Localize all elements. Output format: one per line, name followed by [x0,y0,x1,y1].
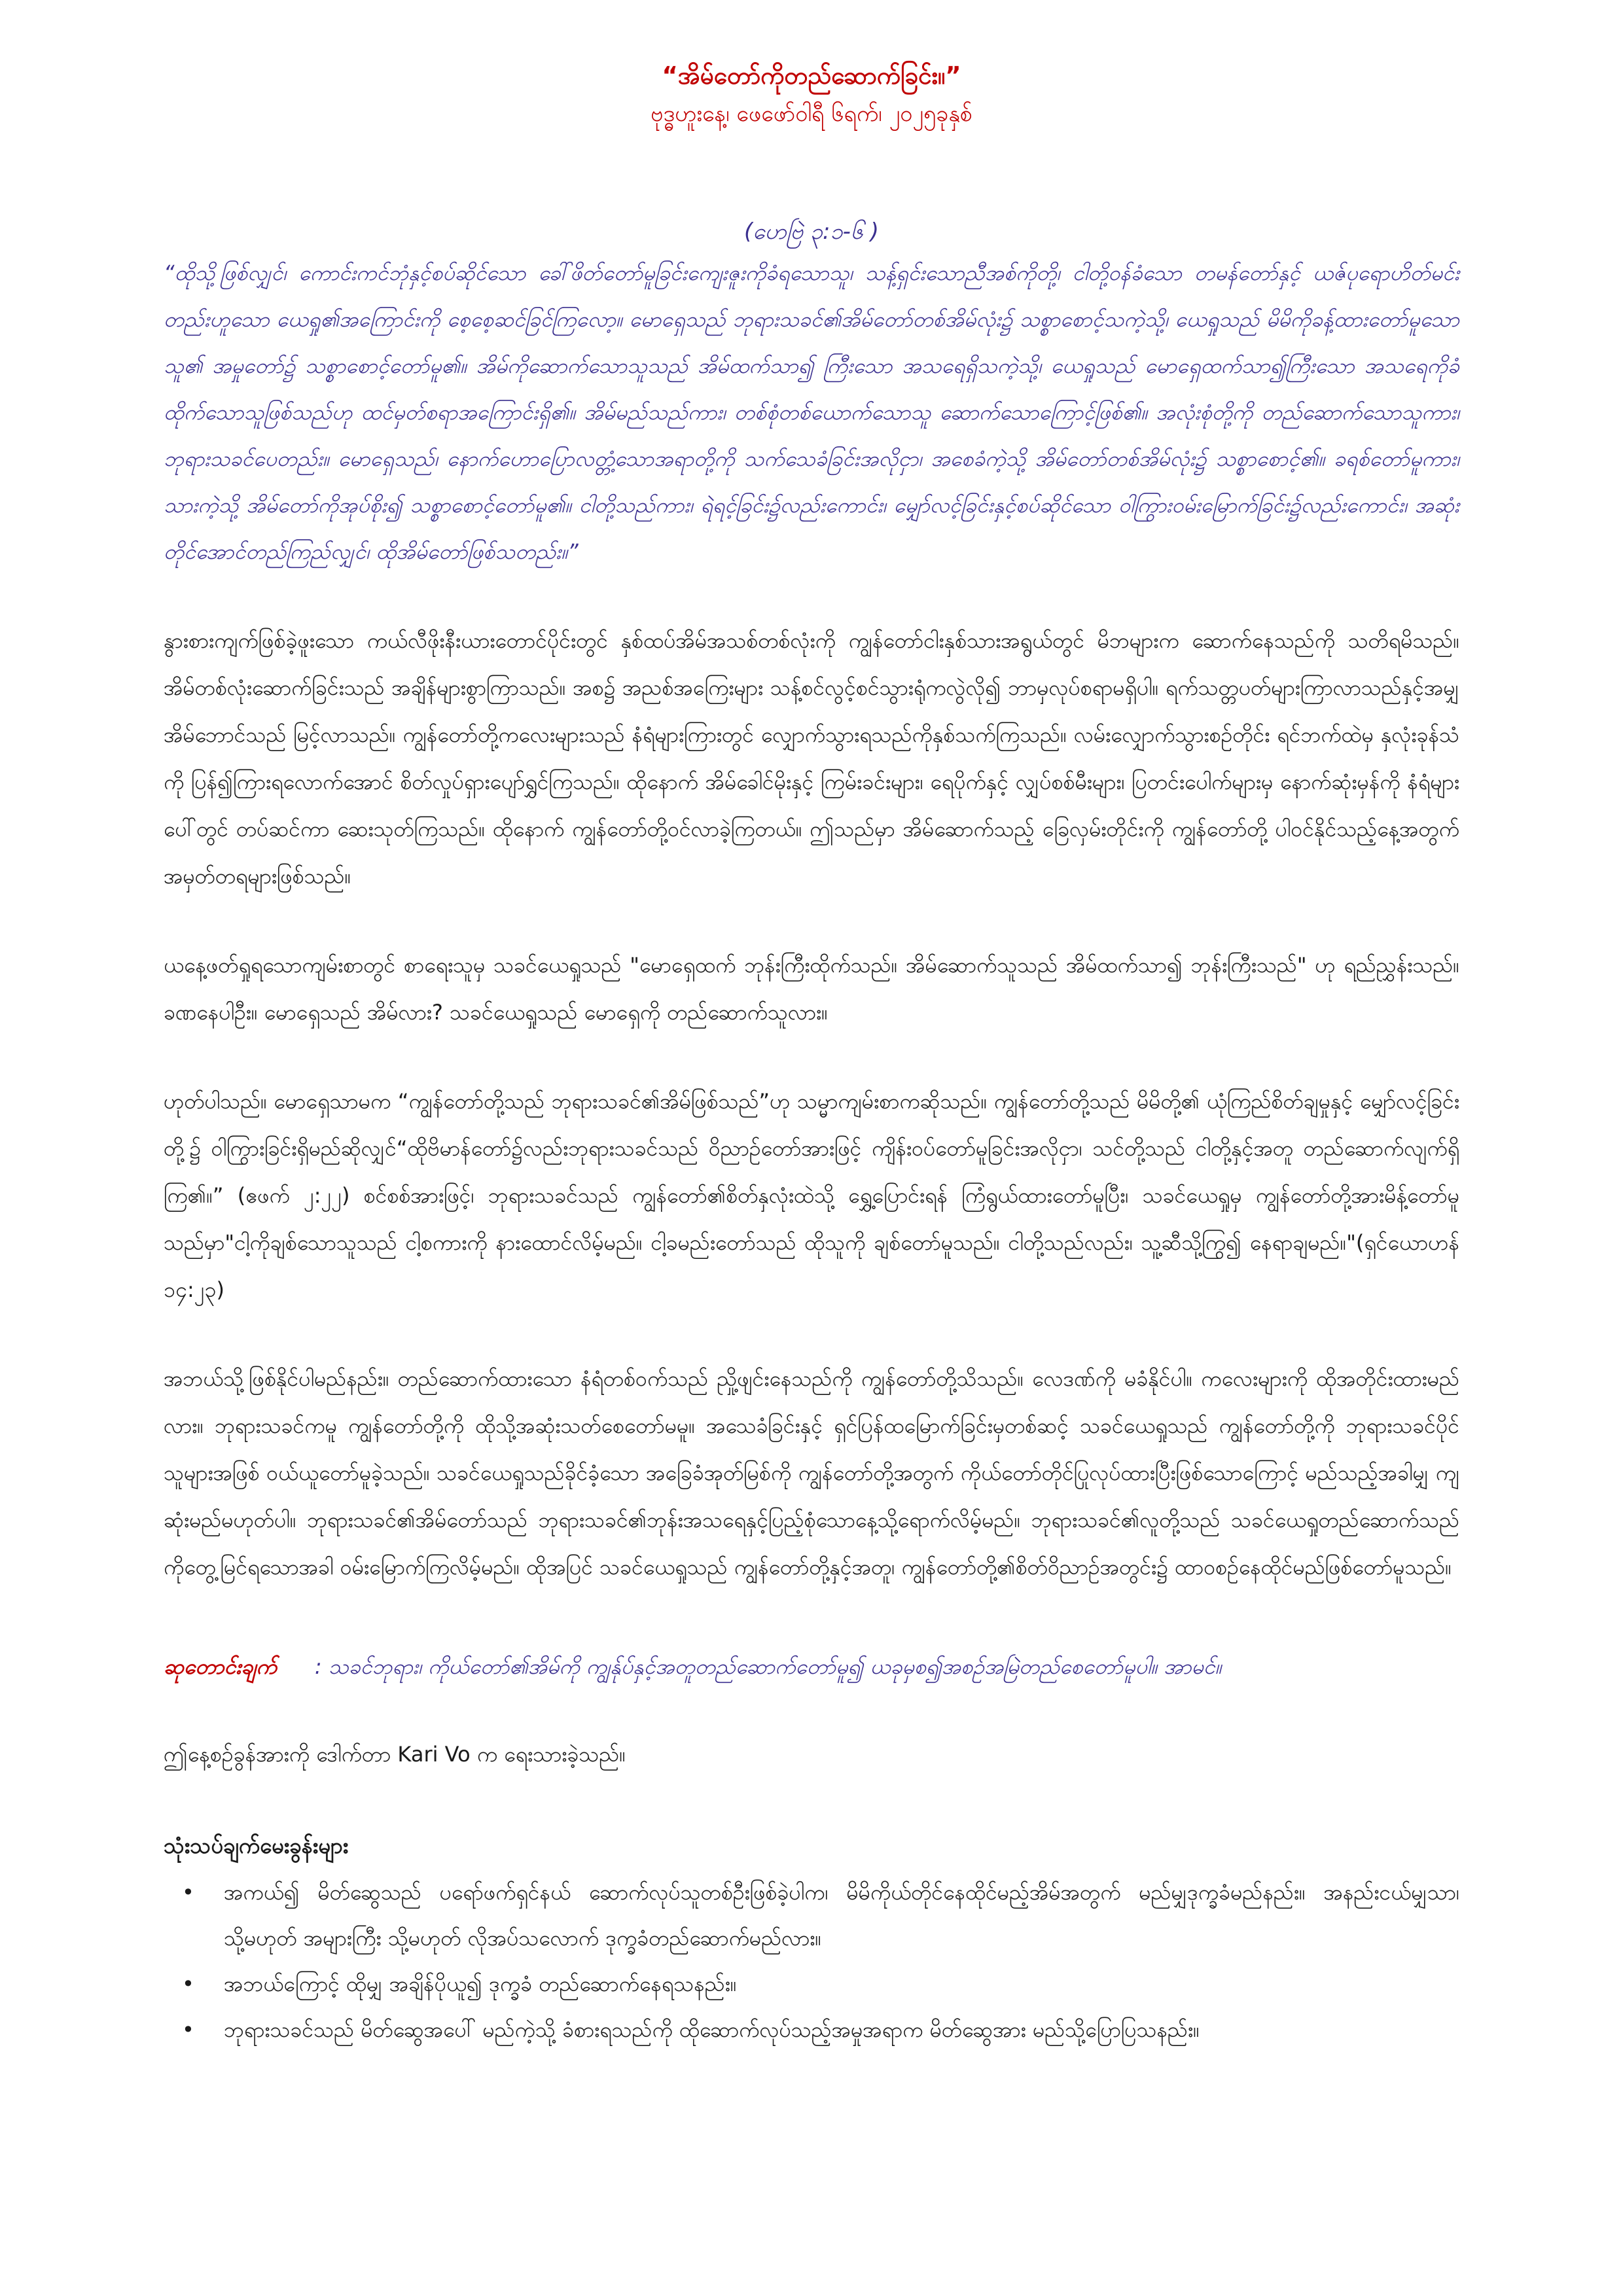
prayer-text: : သခင်ဘုရား၊ ကိုယ်တော်၏အိမ်ကို ကျွန်ုပ်နှင့်အတူတည်ဆောက်တော်မူ၍ ယခုမှစ၍အစဉ်အမြဲတည်စေတော်မူပါ။ အာမင်။ [314,1654,1222,1679]
body-paragraph-4: အဘယ်သို့ဖြစ်နိုင်ပါမည်နည်း။ တည်ဆောက်ထားသော နံရံတစ်ဝက်သည် ညှို့ဖျင်းနေသည်ကို ကျွန်တော်တို့သိသည်။ လေဒဏ်ကို မခံနိုင်ပါ။ ကလေးများကို ထိုအတိုင်းထားမည်လား။ ဘုရားသခင်ကမူ ကျွန်တော်တို့ကို ထိုသို့အဆုံးသတ်စေတော်မမူ။ အသေခံခြင်းနှင့် ရှင်ပြန်ထမြောက်ခြင်းမှတစ်ဆင့် သခင်ယေရှုသည် ကျွန်တော်တို့ကို ဘုရားသခင်ပိုင်သူများအဖြစ် ဝယ်ယူတော်မူခဲ့သည်။ သခင်ယေရှုသည်ခိုင်ခံ့သော အခြေခံအုတ်မြစ်ကို ကျွန်တော်တို့အတွက် ကိုယ်တော်တိုင်ပြုလုပ်ထားပြီးဖြစ်သောကြောင့် မည်သည့်အခါမျှ ကျဆုံးမည်မဟုတ်ပါ။ ဘုရားသခင်၏အိမ်တော်သည် ဘုရားသခင်၏ဘုန်းအသရေနှင့်ပြည့်စုံသောနေ့သို့ရောက်လိမ့်မည်။ ဘုရားသခင်၏လူတို့သည် သခင်ယေရှုတည်ဆောက်သည်ကိုတွေ့မြင်ရသောအခါ ဝမ်းမြောက်ကြလိမ့်မည်။ ထိုအပြင် သခင်ယေရှုသည် ကျွန်တော်တို့နှင့်အတူ၊ ကျွန်တော်တို့၏စိတ်ဝိညာဉ်အတွင်း၌ ထာဝစဉ်နေထိုင်မည်ဖြစ်တော်မူသည်။ [164,1366,1459,1580]
question-item-1 [182,1869,1459,1961]
bullet-icon: • [182,1971,194,1996]
question-item-3 [182,2007,1459,2053]
questions-heading: သုံးသပ်ချက်မေးခွန်းများ [164,1833,349,1858]
question-item-2 [182,1961,1459,2007]
page-title: “အိမ်တော်ကိုတည်ဆောက်ခြင်း။” [662,62,961,90]
body-paragraph-1: နွားစားကျက်ဖြစ်ခဲ့ဖူးသော ကယ်လီဖိုးနီးယားတောင်ပိုင်းတွင် နှစ်ထပ်အိမ်အသစ်တစ်လုံးကို ကျွန်တော်ငါးနှစ်သားအရွယ်တွင် မိဘများက ဆောက်နေသည်ကို သတိရမိသည်။ အိမ်တစ်လုံးဆောက်ခြင်းသည် အချိန်များစွာကြာသည်။ အစ၌ အညစ်အကြေးများ သန့်စင်လွင့်စင်သွားရုံကလွဲလို၍ ဘာမှလုပ်စရာမရှိပါ။ ရက်သတ္တပတ်များကြာလာသည်နှင့်အမျှ အိမ်ဘောင်သည် မြင့်လာသည်။ ကျွန်တော်တို့ကလေးများသည် နံရံများကြားတွင် လျှောက်သွားရသည်ကိုနှစ်သက်ကြသည်။ လမ်းလျှောက်သွားစဉ်တိုင်း ရင်ဘက်ထဲမှ နှလုံးခုန်သံကို ပြန်၍ကြားရလောက်အောင် စိတ်လှုပ်ရှားပျော်ရွှင်ကြသည်။ ထိုနောက် အိမ်ခေါင်မိုးနှင့် ကြမ်းခင်းများ၊ ရေပိုက်နှင့် လျှပ်စစ်မီးများ၊ ပြတင်းပေါက်များမှ နောက်ဆုံးမှန်ကို နံရံများပေါ်တွင် တပ်ဆင်ကာ ဆေးသုတ်ကြသည်။ ထိုနောက် ကျွန်တော်တို့ဝင်လာခဲ့ကြတယ်။ ဤသည်မှာ အိမ်ဆောက်သည့် ခြေလှမ်းတိုင်းကို ကျွန်တော်တို့ ပါဝင်နိုင်သည့်နေ့အတွက် အမှတ်တရများဖြစ်သည်။ [164,628,1460,889]
prayer [164,1643,1459,1690]
scripture-text: “ထိုသို့ဖြစ်လျှင်၊ ကောင်းကင်ဘုံနှင့်စပ်ဆိုင်သော ခေါ်ဖိတ်တော်မူခြင်းကျေးဇူးကိုခံရသောသူ၊ သန့်ရှင်းသောညီအစ်ကိုတို့၊ ငါတို့ဝန်ခံသော တမန်တော်နှင့် ယဇ်ပုရောဟိတ်မင်းတည်းဟူသော ယေရှု၏အကြောင်းကို စေ့စေ့ဆင်ခြင်ကြလော့။ မောရှေသည် ဘုရားသခင်၏အိမ်တော်တစ်အိမ်လုံး၌ သစ္စာစောင့်သကဲ့သို့၊ ယေရှုသည် မိမိကိုခန့်ထားတော်မူသောသူ၏ အမှုတော်၌ သစ္စာစောင့်တော်မူ၏။ အိမ်ကိုဆောက်သောသူသည် အိမ်ထက်သာ၍ ကြီးသော အသရေရှိသကဲ့သို့၊ ယေရှုသည် မောရှေထက်သာ၍ကြီးသော အသရေကိုခံထိုက်သောသူဖြစ်သည်ဟု ထင်မှတ်စရာအကြောင်းရှိ၏။ အိမ်မည်သည်ကား၊ တစ်စုံတစ်ယောက်သောသူ ဆောက်သောကြောင့်ဖြစ်၏။ အလုံးစုံတို့ကို တည်ဆောက်သောသူကား၊ ဘုရားသခင်ပေတည်း။ မောရှေသည်၊ နောက်ဟောပြောလတ္တံ့သောအရာတို့ကို သက်သေခံခြင်းအလိုငှာ၊ အစေခံကဲ့သို့ အိမ်တော်တစ်အိမ်လုံး၌ သစ္စာစောင့်၏။ ခရစ်တော်မူကား၊ သားကဲ့သို့ အိမ်တော်ကိုအုပ်စိုး၍ သစ္စာစောင့်တော်မူ၏။ ငါတို့သည်ကား၊ ရဲရင့်ခြင်း၌လည်းကောင်း၊ မျှော်လင့်ခြင်းနှင့်စပ်ဆိုင်သော ဝါကြွားဝမ်းမြောက်ခြင်း၌လည်းကောင်း၊ အဆုံးတိုင်အောင်တည်ကြည်လျှင်၊ ထိုအိမ်တော်ဖြစ်သတည်း။” [164,260,1460,564]
body-paragraph-3: ဟုတ်ပါသည်။ မောရှေသာမက “ကျွန်တော်တို့သည် ဘုရားသခင်၏အိမ်ဖြစ်သည်”ဟု သမ္မာကျမ်းစာကဆိုသည်။ ကျွန်တော်တို့သည် မိမိတို့၏ ယုံကြည်စိတ်ချမှုနှင့် မျှော်လင့်ခြင်းတို့၌ ဝါကြွားခြင်းရှိမည်ဆိုလျှင်“ထိုဗိမာန်တော်၌လည်းဘုရားသခင်သည် ဝိညာဉ်တော်အားဖြင့် ကျိန်းဝပ်တော်မူခြင်းအလိုငှာ၊ သင်တို့သည် ငါတို့နှင့်အတူ တည်ဆောက်လျက်ရှိကြ၏။” (ဧဖက် ၂:၂၂) စင်စစ်အားဖြင့်၊ ဘုရားသခင်သည် ကျွန်တော်၏စိတ်နှလုံးထဲသို့ ရွှေ့ပြောင်းရန် ကြံရွယ်ထားတော်မူပြီး၊ သခင်ယေရှုမှ ကျွန်တော်တို့အားမိန့်တော်မူသည်မှာ"ငါ့ကိုချစ်သောသူသည် ငါ့စကားကို နားထောင်လိမ့်မည်။ ငါ့ခမည်းတော်သည် ထိုသူကို ချစ်တော်မူသည်။ ငါတို့သည်လည်း၊ သူ့ဆီသို့ကြွ၍ နေရာချမည်။"(ရှင်ယောဟန် ၁၄:၂၃) [164,1089,1459,1302]
bullet-icon: • [182,2017,194,2042]
questions-list [164,1869,1459,2053]
question-text: အကယ်၍ မိတ်ဆွေသည် ပရော်ဖက်ရှင်နယ် ဆောက်လုပ်သူတစ်ဦးဖြစ်ခဲ့ပါက၊ မိမိကိုယ်တိုင်နေထိုင်မည့်အိမ်အတွက် မည်မျှဒုက္ခခံမည်နည်း။ အနည်းငယ်မျှသာ၊ သို့မဟုတ် အများကြီး သို့မဟုတ် လိုအပ်သလောက် ဒုက္ခခံတည်ဆောက်မည်လား။ [224,1880,1459,1951]
publication-date: ဗုဒ္ဓဟူးနေ့၊ ဖေဖော်ဝါရီ ၆ရက်၊ ၂၀၂၅ခုနှစ် [651,101,972,127]
body-paragraph-2: ယနေ့ဖတ်ရှုရသောကျမ်းစာတွင် စာရေးသူမှ သခင်ယေရှုသည် "မောရှေထက် ဘုန်းကြီးထိုက်သည်။ အိမ်ဆောက်သူသည် အိမ်ထက်သာ၍ ဘုန်းကြီးသည်" ဟု ရည်ညွှန်းသည်။ ခဏနေပါဦး။ မောရှေသည် အိမ်လား? သခင်ယေရှုသည် မောရှေကို တည်ဆောက်သူလား။ [164,953,1459,1025]
scripture-reference: (ဟေဗြဲ ၃:၁-၆ ) [743,219,880,245]
question-text: အဘယ်ကြောင့် ထိုမျှ အချိန်ပိုယူ၍ ဒုက္ခခံ တည်ဆောက်နေရသနည်း။ [224,1971,737,1996]
header [164,58,1459,132]
bullet-icon: • [182,1880,194,1905]
question-text: ဘုရားသခင်သည် မိတ်ဆွေအပေါ် မည်ကဲ့သို့ ခံစားရသည်ကို ထိုဆောက်လုပ်သည့်အမှုအရာက မိတ်ဆွေအား မည်သို့ပြောပြသနည်း။ [224,2017,1200,2042]
author-line: ဤနေ့စဉ်ခွန်အားကို ဒေါက်တာ Kari Vo က ရေးသားခဲ့သည်။ [164,1742,626,1767]
prayer-label: ဆုတောင်းချက် [164,1654,277,1679]
